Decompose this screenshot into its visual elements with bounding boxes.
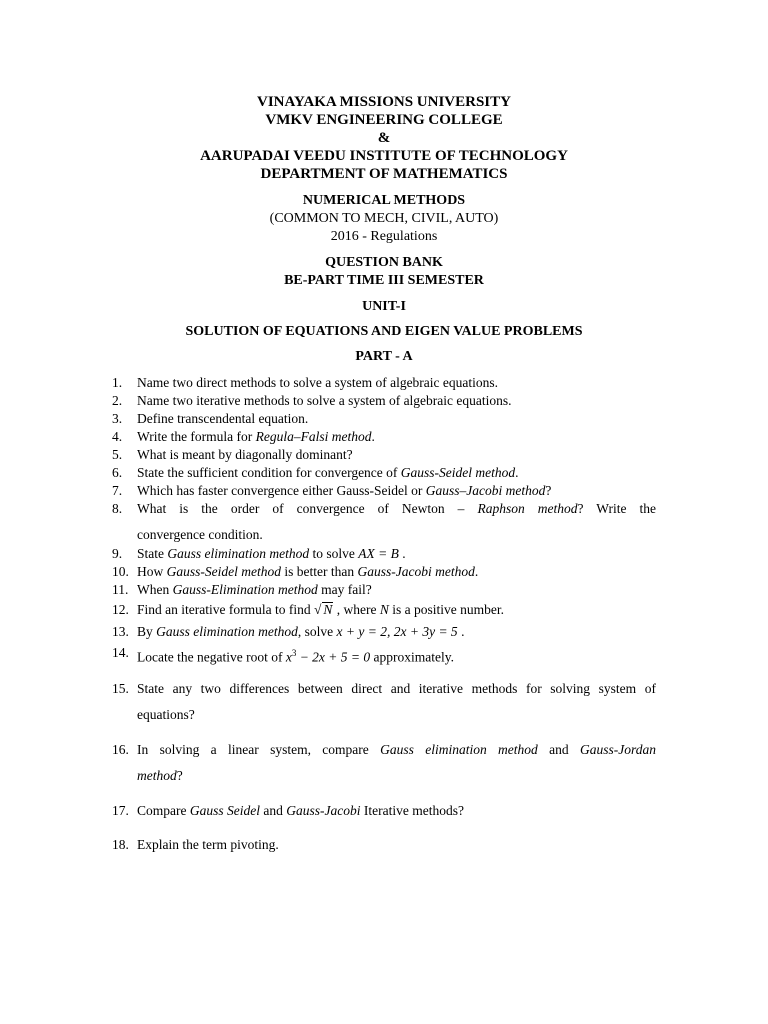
regulations: 2016 - Regulations: [330, 229, 438, 244]
question-number: 13.: [112, 624, 129, 639]
question-text: When Gauss-Elimination method may fail?: [137, 582, 372, 597]
question-number: 8.: [112, 501, 123, 516]
question-number: 17.: [112, 803, 129, 818]
question-text: In solving a linear system, compare Gauss elimination method and Gauss-Jordan: [137, 742, 656, 757]
question-number: 2.: [112, 393, 123, 408]
square-root-sign: √: [313, 602, 322, 617]
question-text: How Gauss-Seidel method is better than Gauss-Jacobi method.: [137, 564, 479, 579]
question-text: State any two differences between direct and iterative methods for solving system of: [137, 681, 656, 696]
question-text: Compare Gauss Seidel and Gauss-Jacobi Iterative methods?: [137, 803, 464, 818]
question-text: State Gauss elimination method to solve AX = B .: [137, 546, 406, 561]
question-text: State the sufficient condition for convergence of Gauss-Seidel method.: [137, 465, 519, 480]
subject-title: NUMERICAL METHODS: [302, 193, 466, 208]
ampersand: &: [377, 130, 391, 146]
question-text: What is the order of convergence of Newton – Raphson method? Write the: [137, 501, 656, 516]
question-text: Which has faster convergence either Gauss-Seidel or Gauss–Jacobi method?: [137, 483, 552, 498]
question-number: 14.: [112, 645, 129, 660]
question-number: 12.: [112, 602, 129, 617]
question-text: Name two iterative methods to solve a system of algebraic equations.: [137, 393, 512, 408]
institute-name: AARUPADAI VEEDU INSTITUTE OF TECHNOLOGY: [200, 148, 568, 164]
common-to: (COMMON TO MECH, CIVIL, AUTO): [269, 211, 499, 226]
semester-heading: BE-PART TIME III SEMESTER: [284, 273, 484, 288]
question-text: Find an iterative formula to find √ N , where N is a positive number.: [137, 602, 505, 617]
question-text: Name two direct methods to solve a system of algebraic equations.: [137, 375, 499, 390]
question-number: 3.: [112, 411, 123, 426]
department-name: DEPARTMENT OF MATHEMATICS: [260, 166, 508, 182]
question-text: Locate the negative root of $x^3 - 2x + 5 = 0$ approximately.: [137, 648, 454, 665]
part-heading: PART - A: [355, 349, 413, 364]
question-text: What is meant by diagonally dominant?: [137, 447, 353, 462]
question-text: Write the formula for Regula–Falsi method.: [137, 429, 375, 444]
question-number: 10.: [112, 564, 129, 579]
college-name: VMKV ENGINEERING COLLEGE: [265, 112, 503, 128]
question-number: 15.: [112, 681, 129, 696]
question-number: 6.: [112, 465, 123, 480]
unit-title: SOLUTION OF EQUATIONS AND EIGEN VALUE PROBLEMS: [185, 324, 583, 339]
question-number: 7.: [112, 483, 123, 498]
question-text: Explain the term pivoting.: [137, 837, 279, 852]
question-continuation: method?: [137, 768, 183, 783]
question-number: 5.: [112, 447, 123, 462]
equation: x + y = 2, 2x + 3y = 5: [336, 624, 458, 639]
question-number: 18.: [112, 837, 129, 852]
question-number: 9.: [112, 546, 123, 561]
question-text: Define transcendental equation.: [137, 411, 309, 426]
question-number: 16.: [112, 742, 129, 757]
question-number: 11.: [112, 582, 129, 597]
unit-heading: UNIT-I: [362, 299, 406, 314]
question-bank-heading: QUESTION BANK: [325, 255, 443, 270]
question-text: By Gauss elimination method, solve x + y = 2, 2x + 3y = 5 .: [137, 624, 465, 639]
question-continuation: equations?: [137, 707, 195, 722]
question-continuation: convergence condition.: [137, 527, 263, 542]
university-name: VINAYAKA MISSIONS UNIVERSITY: [257, 94, 511, 110]
question-number: 4.: [112, 429, 123, 444]
question-number: 1.: [112, 375, 123, 390]
